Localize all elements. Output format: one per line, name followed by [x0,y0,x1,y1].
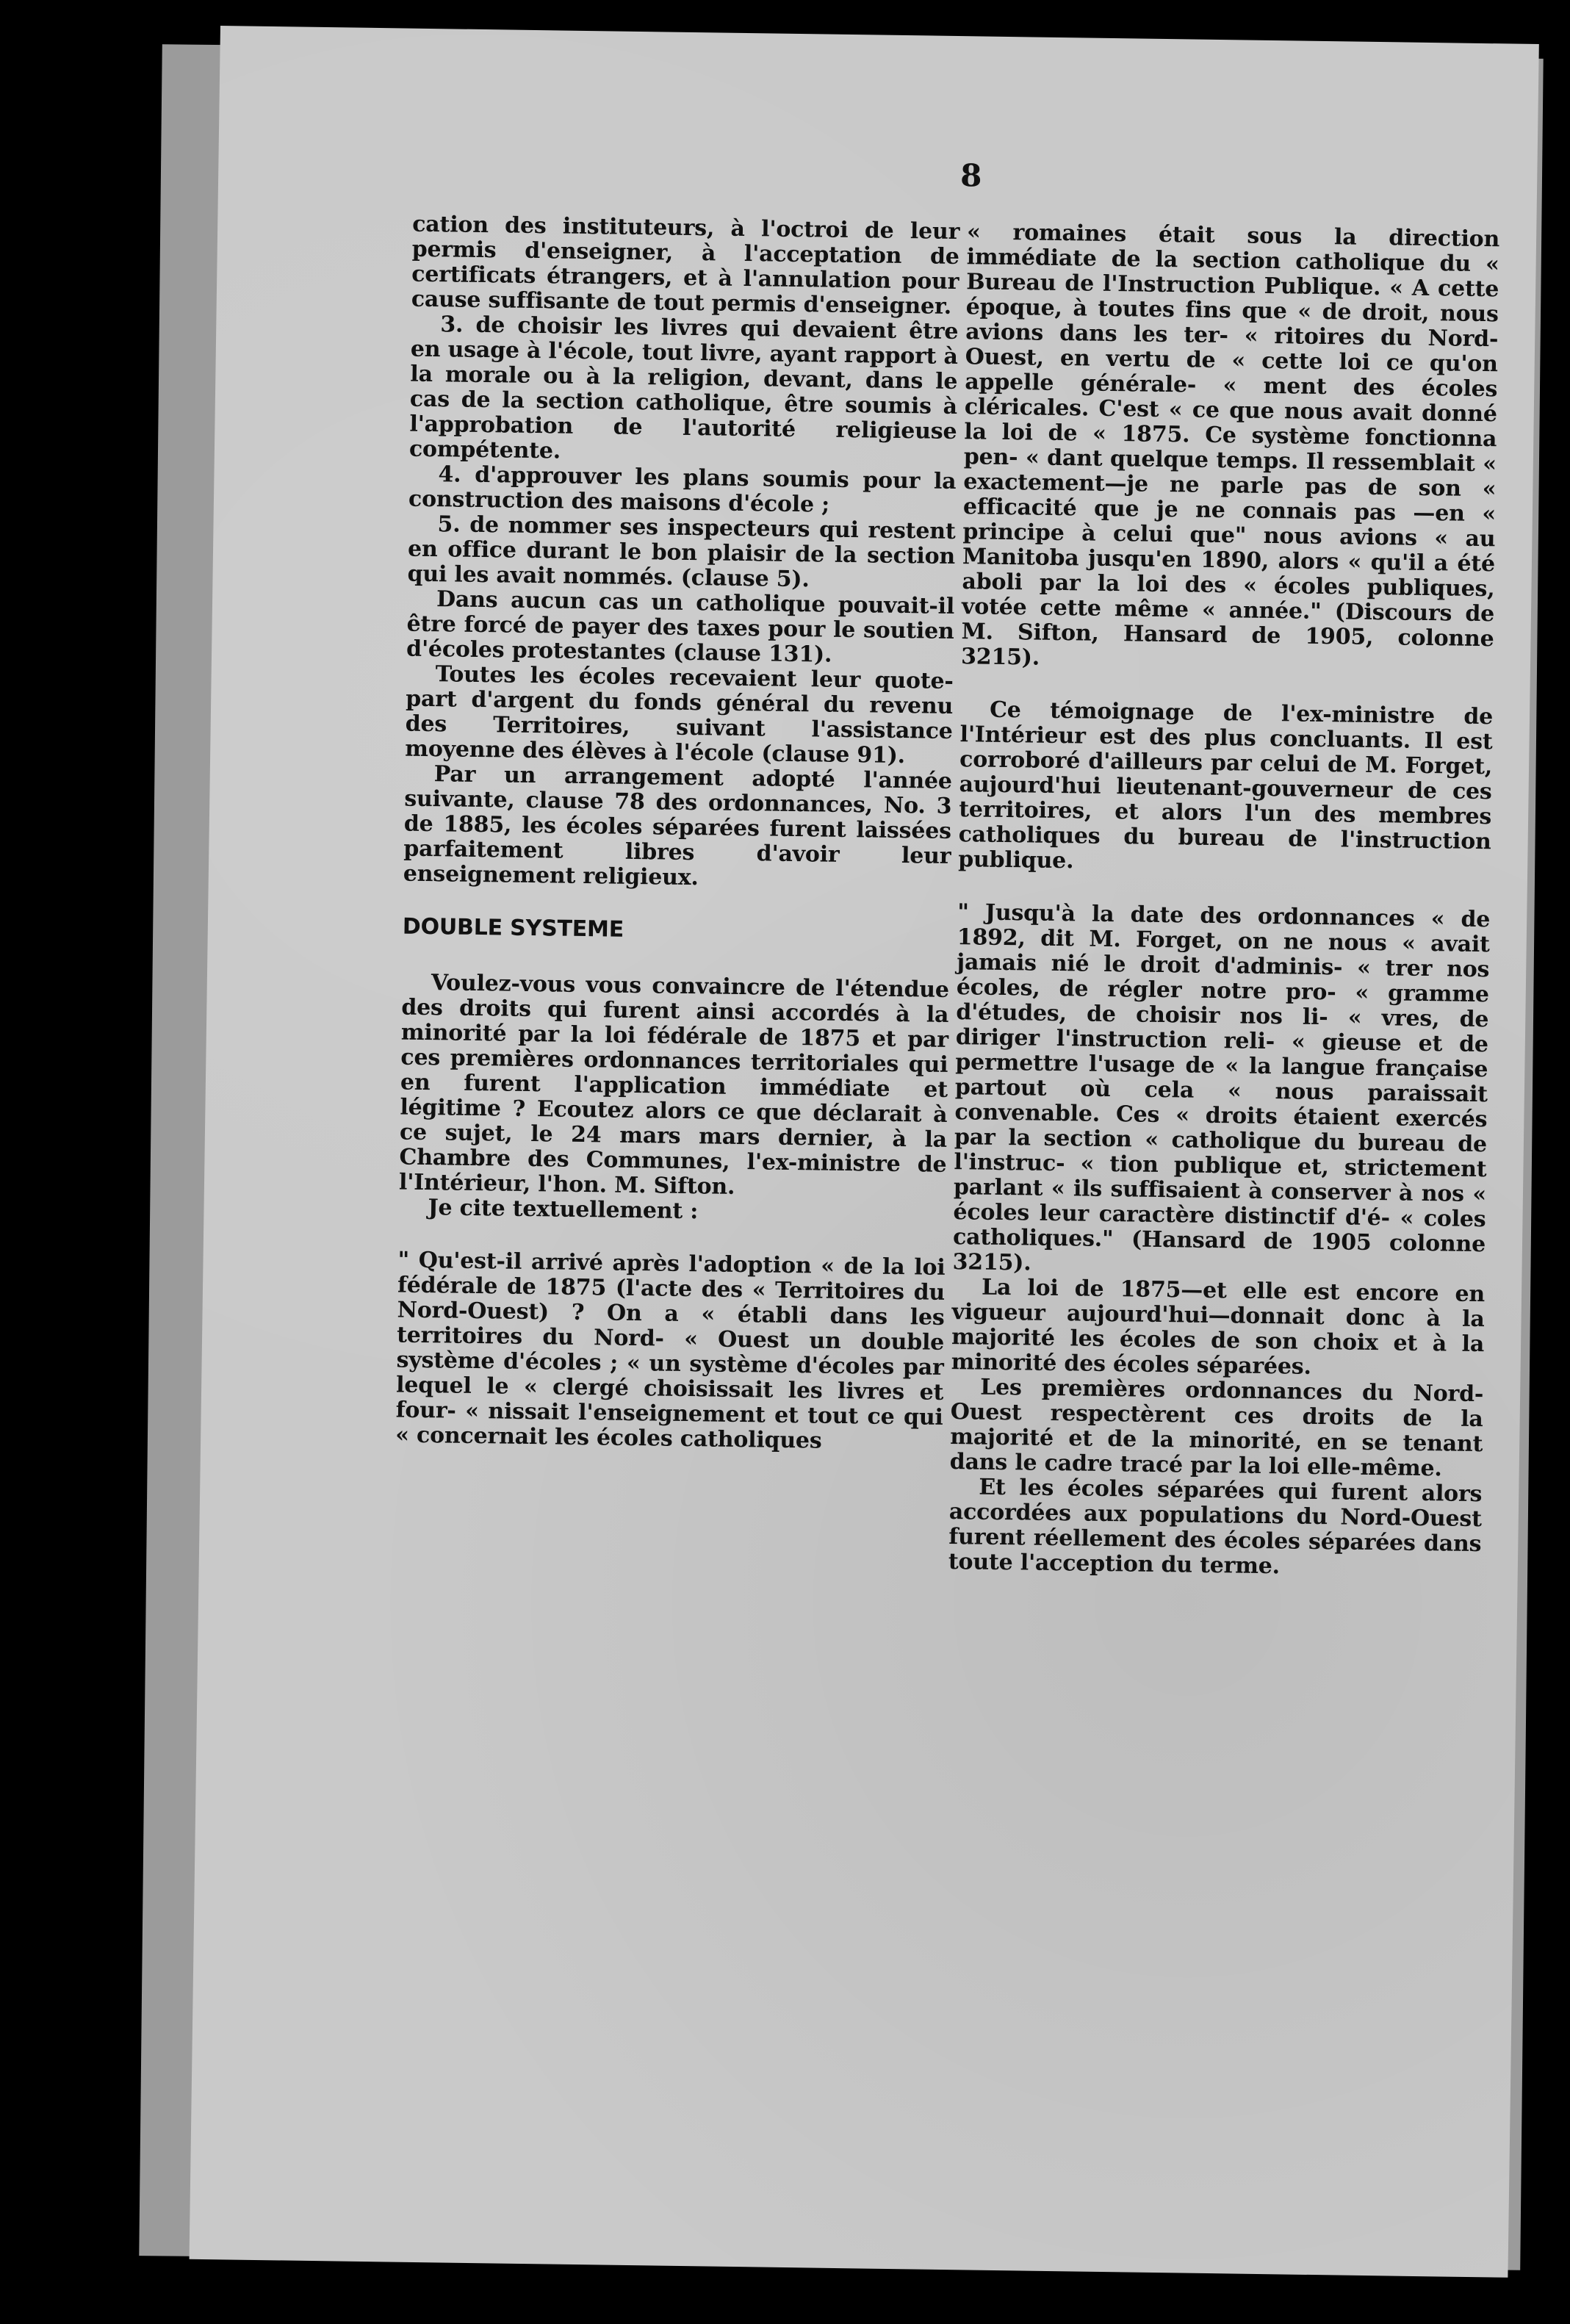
paragraph: Voulez-vous vous convaincre de l'étendue des droits qui furent ainsi accordés à la minorité par la loi fédérale de 1875 et par ces premières ordonnances territoriales qui en furent l'application immédiate et légitime ? Ecoutez alors ce que déclarait à ce sujet, le 24 mars mars dernier, à la Chambre des Communes, l'ex-ministre de l'Intérieur, l'hon. M. Sifton. [398,970,950,1200]
paragraph: La loi de 1875—et elle est encore en vigueur aujourd'hui—donnait donc à la majorité les écoles de son choix et à la minorité des écoles séparées. [951,1274,1486,1380]
page-number: 8 [959,157,982,194]
paragraph: Et les écoles séparées qui furent alors accordées aux populations du Nord-Ouest furent réellement des écoles séparées dans toute l'acception du terme. [948,1474,1483,1580]
paragraph: 5. de nommer ses inspecteurs qui restent en office durant le bon plaisir de la section qui les avait nommés. (clause 5). [407,511,956,593]
paragraph: Dans aucun cas un catholique pouvait-il être forcé de payer des taxes pour le soutien d'écoles protestantes (clause 131). [406,586,955,668]
quote-paragraph: " Jusqu'à la date des ordonnances « de 1892, dit M. Forget, on ne nous « avait jamais nié le droit d'adminis- « trer nos écoles, de régler notre pro- « gramme d'études, de choisir nos li- « vres, de diriger l'instruction reli- « gieuse et de permettre l'usage de « la langue française partout où cela « nous paraissait convenable. Ces « droits étaient exercés par la section « catholique du bureau de l'instruc- « tion publique et, strictement parlant « ils suffisaient à conserver à nos « écoles leur caractère distinctif d'é- « coles catholiques." (Hansard de 1905 colonne 3215). [952,899,1491,1276]
paragraph: 4. d'approuver les plans soumis pour la construction des maisons d'école ; [408,461,957,518]
paragraph: cation des instituteurs, à l'octroi de leur permis d'enseigner, à l'acceptation de certificats étrangers, et à l'annulation pour cause suffisante de tout permis d'enseigner. [411,211,960,320]
section-heading: DOUBLE SYSTEME [402,913,624,943]
paragraph: Ce témoignage de l'ex-ministre de l'Intérieur est des plus concluants. Il est corroboré d'ailleurs par celui de M. Forget, aujourd'hui lieutenant-gouverneur de ces territoires, et alors l'un des membres catholiques du bureau de l'instruction publique. [958,697,1494,874]
left-column [395,212,959,1456]
paragraph: Je cite textuellement : [428,1195,699,1225]
document-page [190,26,1539,2278]
paragraph: 3. de choisir les livres qui devaient être en usage à l'école, tout livre, ayant rapport à la morale ou à la religion, devant, dans le cas de la section catholique, être soumis à l'approbation de l'autorité religieuse compétente. [408,312,959,464]
paragraph: Toutes les écoles recevaient leur quote-part d'argent du fonds général du revenu des Territoires, suivant l'assistance moyenne des élèves à l'école (clause 91). [405,661,954,769]
paragraph: Par un arrangement adopté l'année suivante, clause 78 des ordonnances, No. 3 de 1885, les écoles séparées furent laissées parfaitement libres d'avoir leur enseignement religieux. [403,761,952,891]
quote-paragraph: " Qu'est-il arrivé après l'adoption « de la loi fédérale de 1875 (l'acte des « Territoires du Nord-Ouest) ? On a « établi dans les territoires du Nord- « Ouest un double système d'écoles ; « un système d'écoles par lequel le « clergé choisissait les livres et four- « nissait l'enseignement et tout ce qui « concernait les écoles catholiques [395,1247,946,1454]
quote-paragraph: « romaines était sous la direction immédiate de la section catholique du « Bureau de l'Instruction Publique. « A cette époque, à toutes fins que « de droit, nous avions dans les ter- « ritoires du Nord-Ouest, en vertu de « cette loi ce qu'on appelle générale- « ment des écoles cléricales. C'est « ce que nous avait donné la loi de « 1875. Ce système fonctionna pen- « dant quelque temps. Il ressemblait « exactement—je ne parle pas de son « efficacité que je ne connais pas —en « principe à celui que" nous avions « au Manitoba jusqu'en 1890, alors « qu'il a été aboli par la loi des « écoles publiques, votée cette même « année." (Discours de M. Sifton, Hansard de 1905, colonne 3215). [960,219,1500,671]
right-column [948,220,1500,1582]
paragraph: Les premières ordonnances du Nord-Ouest respectèrent ces droits de la majorité et de la minorité, en se tenant dans le cadre tracé par la loi elle-même. [949,1374,1484,1482]
